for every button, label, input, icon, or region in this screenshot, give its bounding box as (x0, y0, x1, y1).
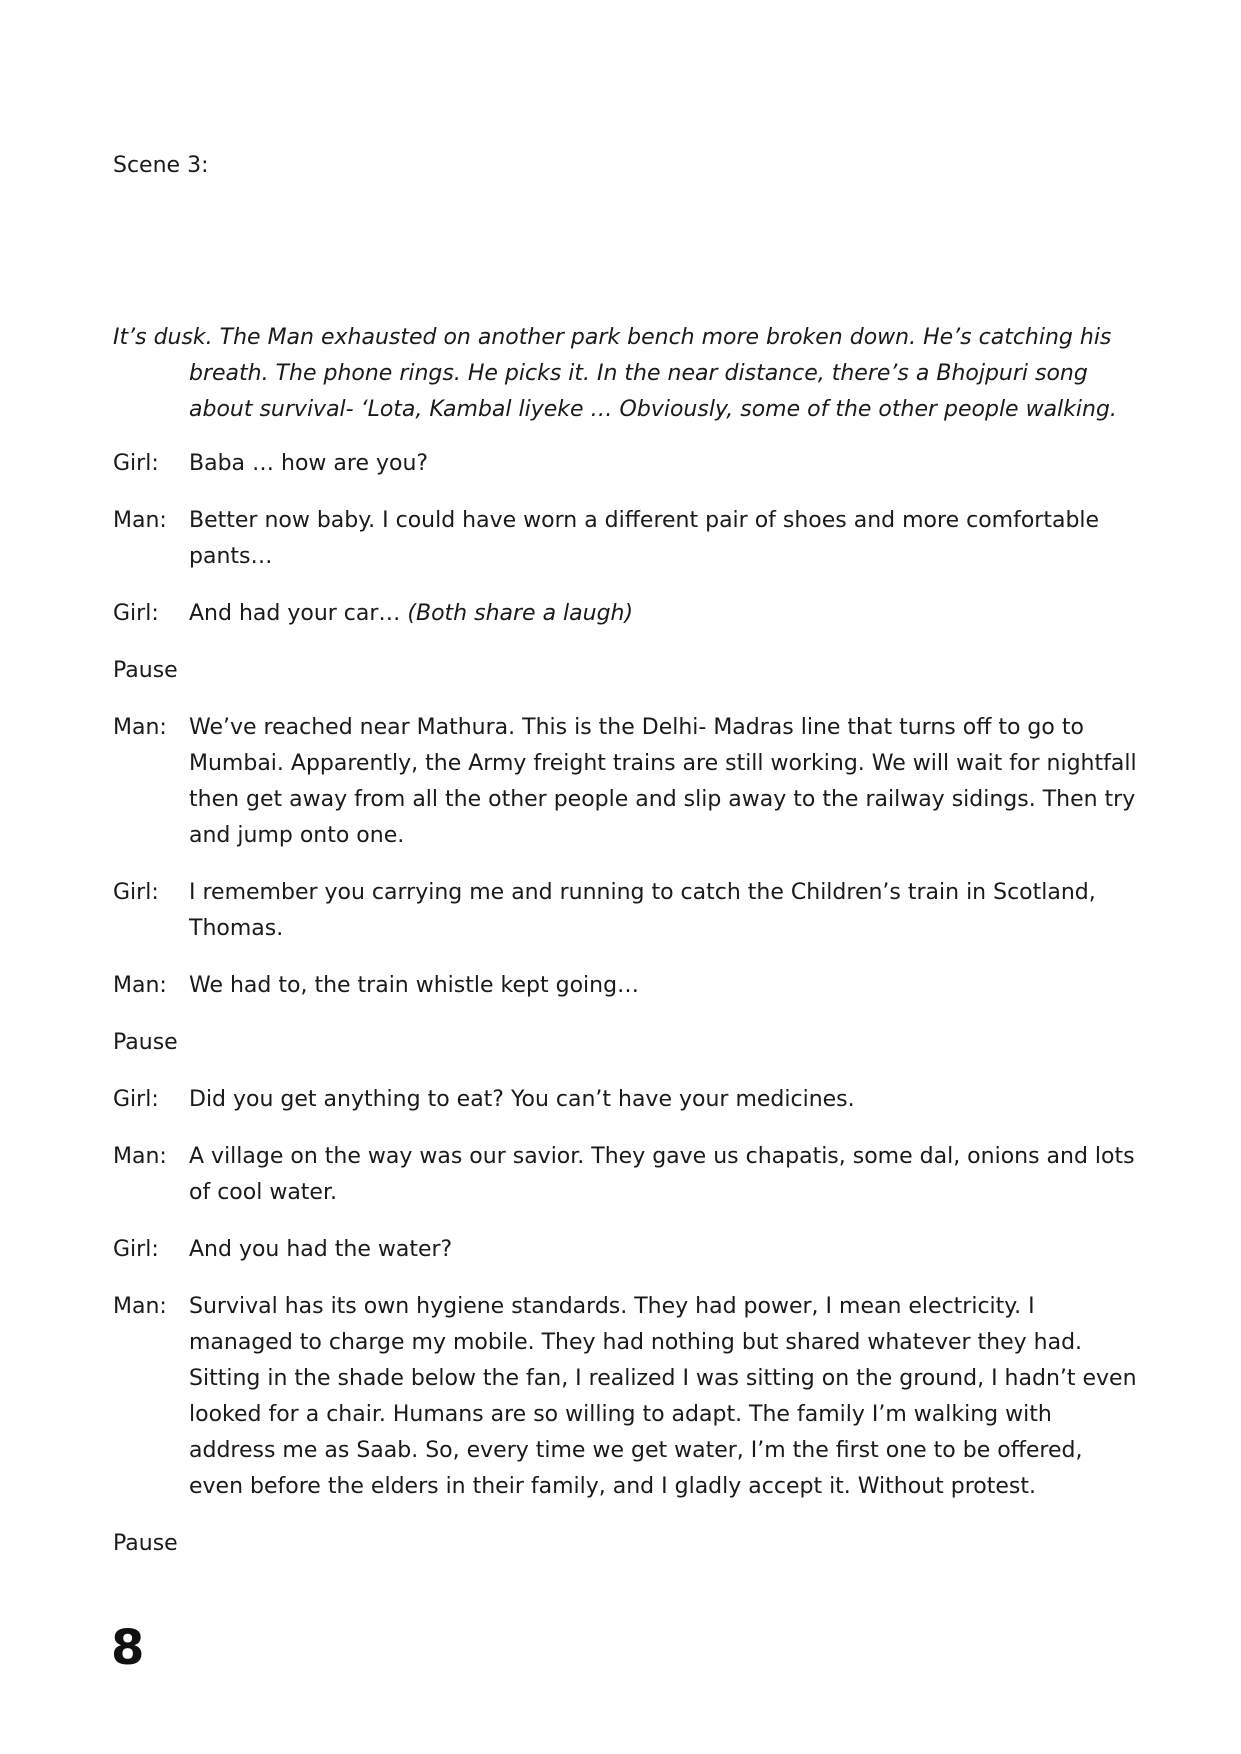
speaker-label: Girl: (113, 880, 159, 905)
speaker-label: Girl: (113, 601, 159, 626)
dialogue-line (113, 1082, 1143, 1118)
dialogue-line (113, 596, 1143, 632)
scene-heading: Scene 3: (113, 153, 209, 178)
dialogue-line (113, 710, 1143, 854)
speaker-label: Man: (113, 973, 167, 998)
dialogue-text: Better now baby. I could have worn a different pair of shoes and more comfortable pants… (189, 508, 1100, 569)
speaker-label: Man: (113, 1144, 167, 1169)
speaker-label: Man: (113, 715, 167, 740)
dialogue-text-container (189, 596, 1143, 632)
pause-direction: Pause (113, 658, 178, 683)
pause-direction: Pause (113, 1531, 178, 1556)
speaker-label: Girl: (113, 451, 159, 476)
dialogue-text: We’ve reached near Mathura. This is the Delhi- Madras line that turns off to go to Mumbai. Apparently, the Army freight trains are still working. We will wait for nightfall then get away from all the other people and slip away to the railway sidings. Then try and jump onto one. (189, 715, 1137, 848)
speaker-label: Girl: (113, 1237, 159, 1262)
dialogue-line (113, 1232, 1143, 1268)
dialogue-line (113, 503, 1143, 575)
dialogue-text: I remember you carrying me and running to catch the Children’s train in Scotland, Thomas. (189, 880, 1096, 941)
dialogue-text: Survival has its own hygiene standards. They had power, I mean electricity. I managed to charge my mobile. They had nothing but shared whatever they had. Sitting in the shade below the fan, I realized I was sitting on the ground, I hadn’t even looked for a chair. Humans are so willing to adapt. The family I’m walking with address me as Saab. So, every time we get water, I’m the first one to be offered, even before the elders in their family, and I gladly accept it. Without protest. (189, 1294, 1137, 1499)
dialogue-text: Did you get anything to eat? You can’t have your medicines. (189, 1087, 855, 1112)
stage-aside: (Both share a laugh) (407, 601, 634, 626)
dialogue-text: And you had the water? (189, 1237, 453, 1262)
speaker-label: Man: (113, 1294, 167, 1319)
dialogue-text: Baba … how are you? (189, 451, 429, 476)
dialogue-line (113, 1139, 1143, 1211)
speaker-label: Girl: (113, 1087, 159, 1112)
speaker-label: Man: (113, 508, 167, 533)
pause-direction: Pause (113, 1030, 178, 1055)
script-body (113, 320, 1143, 1583)
dialogue-line (113, 446, 1143, 482)
dialogue-line (113, 875, 1143, 947)
dialogue-text: We had to, the train whistle kept going… (189, 973, 640, 998)
stage-direction: It’s dusk. The Man exhausted on another park bench more broken down. He’s catching his breath. The phone rings. He picks it. In the near distance, there’s a Bhojpuri song about survival- ‘Lota, Kambal liyeke … Obviously, some of the other people walking. (113, 325, 1117, 422)
page-number: 8 (111, 1620, 145, 1676)
dialogue-line (113, 968, 1143, 1004)
dialogue-text: And had your car… (189, 601, 408, 626)
dialogue-line (113, 1289, 1143, 1505)
dialogue-text: A village on the way was our savior. They gave us chapatis, some dal, onions and lots of cool water. (189, 1144, 1135, 1205)
